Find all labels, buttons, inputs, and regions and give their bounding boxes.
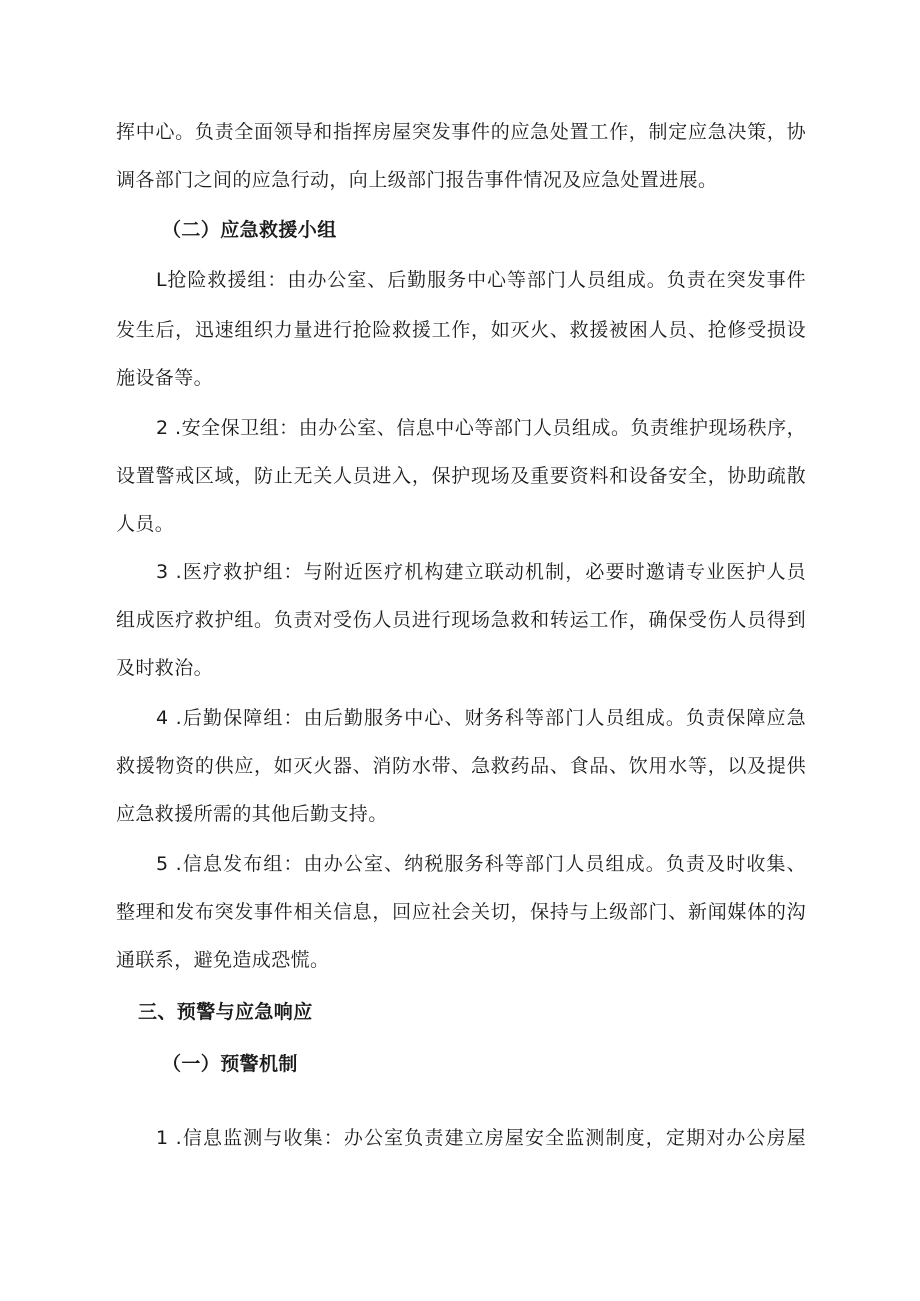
subsection-heading-warning-mechanism: （一）预警机制 <box>162 1053 298 1075</box>
intro-line-2: 调各部门之间的应急行动，向上级部门报告事件情况及应急处置进展。 <box>116 169 718 191</box>
section-heading-warning: 三、预警与应急响应 <box>138 1001 313 1023</box>
rescue-item-3-line-3: 及时救治。 <box>116 657 214 679</box>
rescue-item-2-line-3: 人员。 <box>116 513 175 535</box>
rescue-item-5-line-3: 通联系，避免造成恐慌。 <box>116 949 330 971</box>
warning-item-1-line-1: 1 .信息监测与收集：办公室负责建立房屋安全监测制度，定期对办公房屋 <box>156 1127 806 1149</box>
rescue-item-4-line-3: 应急救援所需的其他后勤支持。 <box>116 803 388 825</box>
rescue-item-3-line-2: 组成医疗救护组。负责对受伤人员进行现场急救和转运工作，确保受伤人员得到 <box>116 609 806 631</box>
rescue-item-5-line-2: 整理和发布突发事件相关信息，回应社会关切，保持与上级部门、新闻媒体的沟 <box>116 901 806 923</box>
rescue-item-1-line-2: 发生后，迅速组织力量进行抢险救援工作，如灭火、救援被困人员、抢修受损设 <box>116 319 806 341</box>
section-heading-rescue: （二）应急救援小组 <box>162 219 337 241</box>
rescue-item-5-line-1: 5 .信息发布组：由办公室、纳税服务科等部门人员组成。负责及时收集、 <box>156 853 806 875</box>
rescue-item-3-line-1: 3 .医疗救护组：与附近医疗机构建立联动机制，必要时邀请专业医护人员 <box>156 561 806 583</box>
intro-line-1: 挥中心。负责全面领导和指挥房屋突发事件的应急处置工作，制定应急决策，协 <box>116 121 806 143</box>
rescue-item-2-line-2: 设置警戒区域，防止无关人员进入，保护现场及重要资料和设备安全，协助疏散 <box>116 465 806 487</box>
rescue-item-1-line-3: 施设备等。 <box>116 367 214 389</box>
rescue-item-4-line-2: 救援物资的供应，如灭火器、消防水带、急救药品、食品、饮用水等，以及提供 <box>116 755 806 777</box>
rescue-item-4-line-1: 4 .后勤保障组：由后勤服务中心、财务科等部门人员组成。负责保障应急 <box>156 707 806 729</box>
rescue-item-2-line-1: 2 .安全保卫组：由办公室、信息中心等部门人员组成。负责维护现场秩序， <box>156 417 806 439</box>
rescue-item-1-line-1: L抢险救援组：由办公室、后勤服务中心等部门人员组成。负责在突发事件 <box>156 269 806 291</box>
